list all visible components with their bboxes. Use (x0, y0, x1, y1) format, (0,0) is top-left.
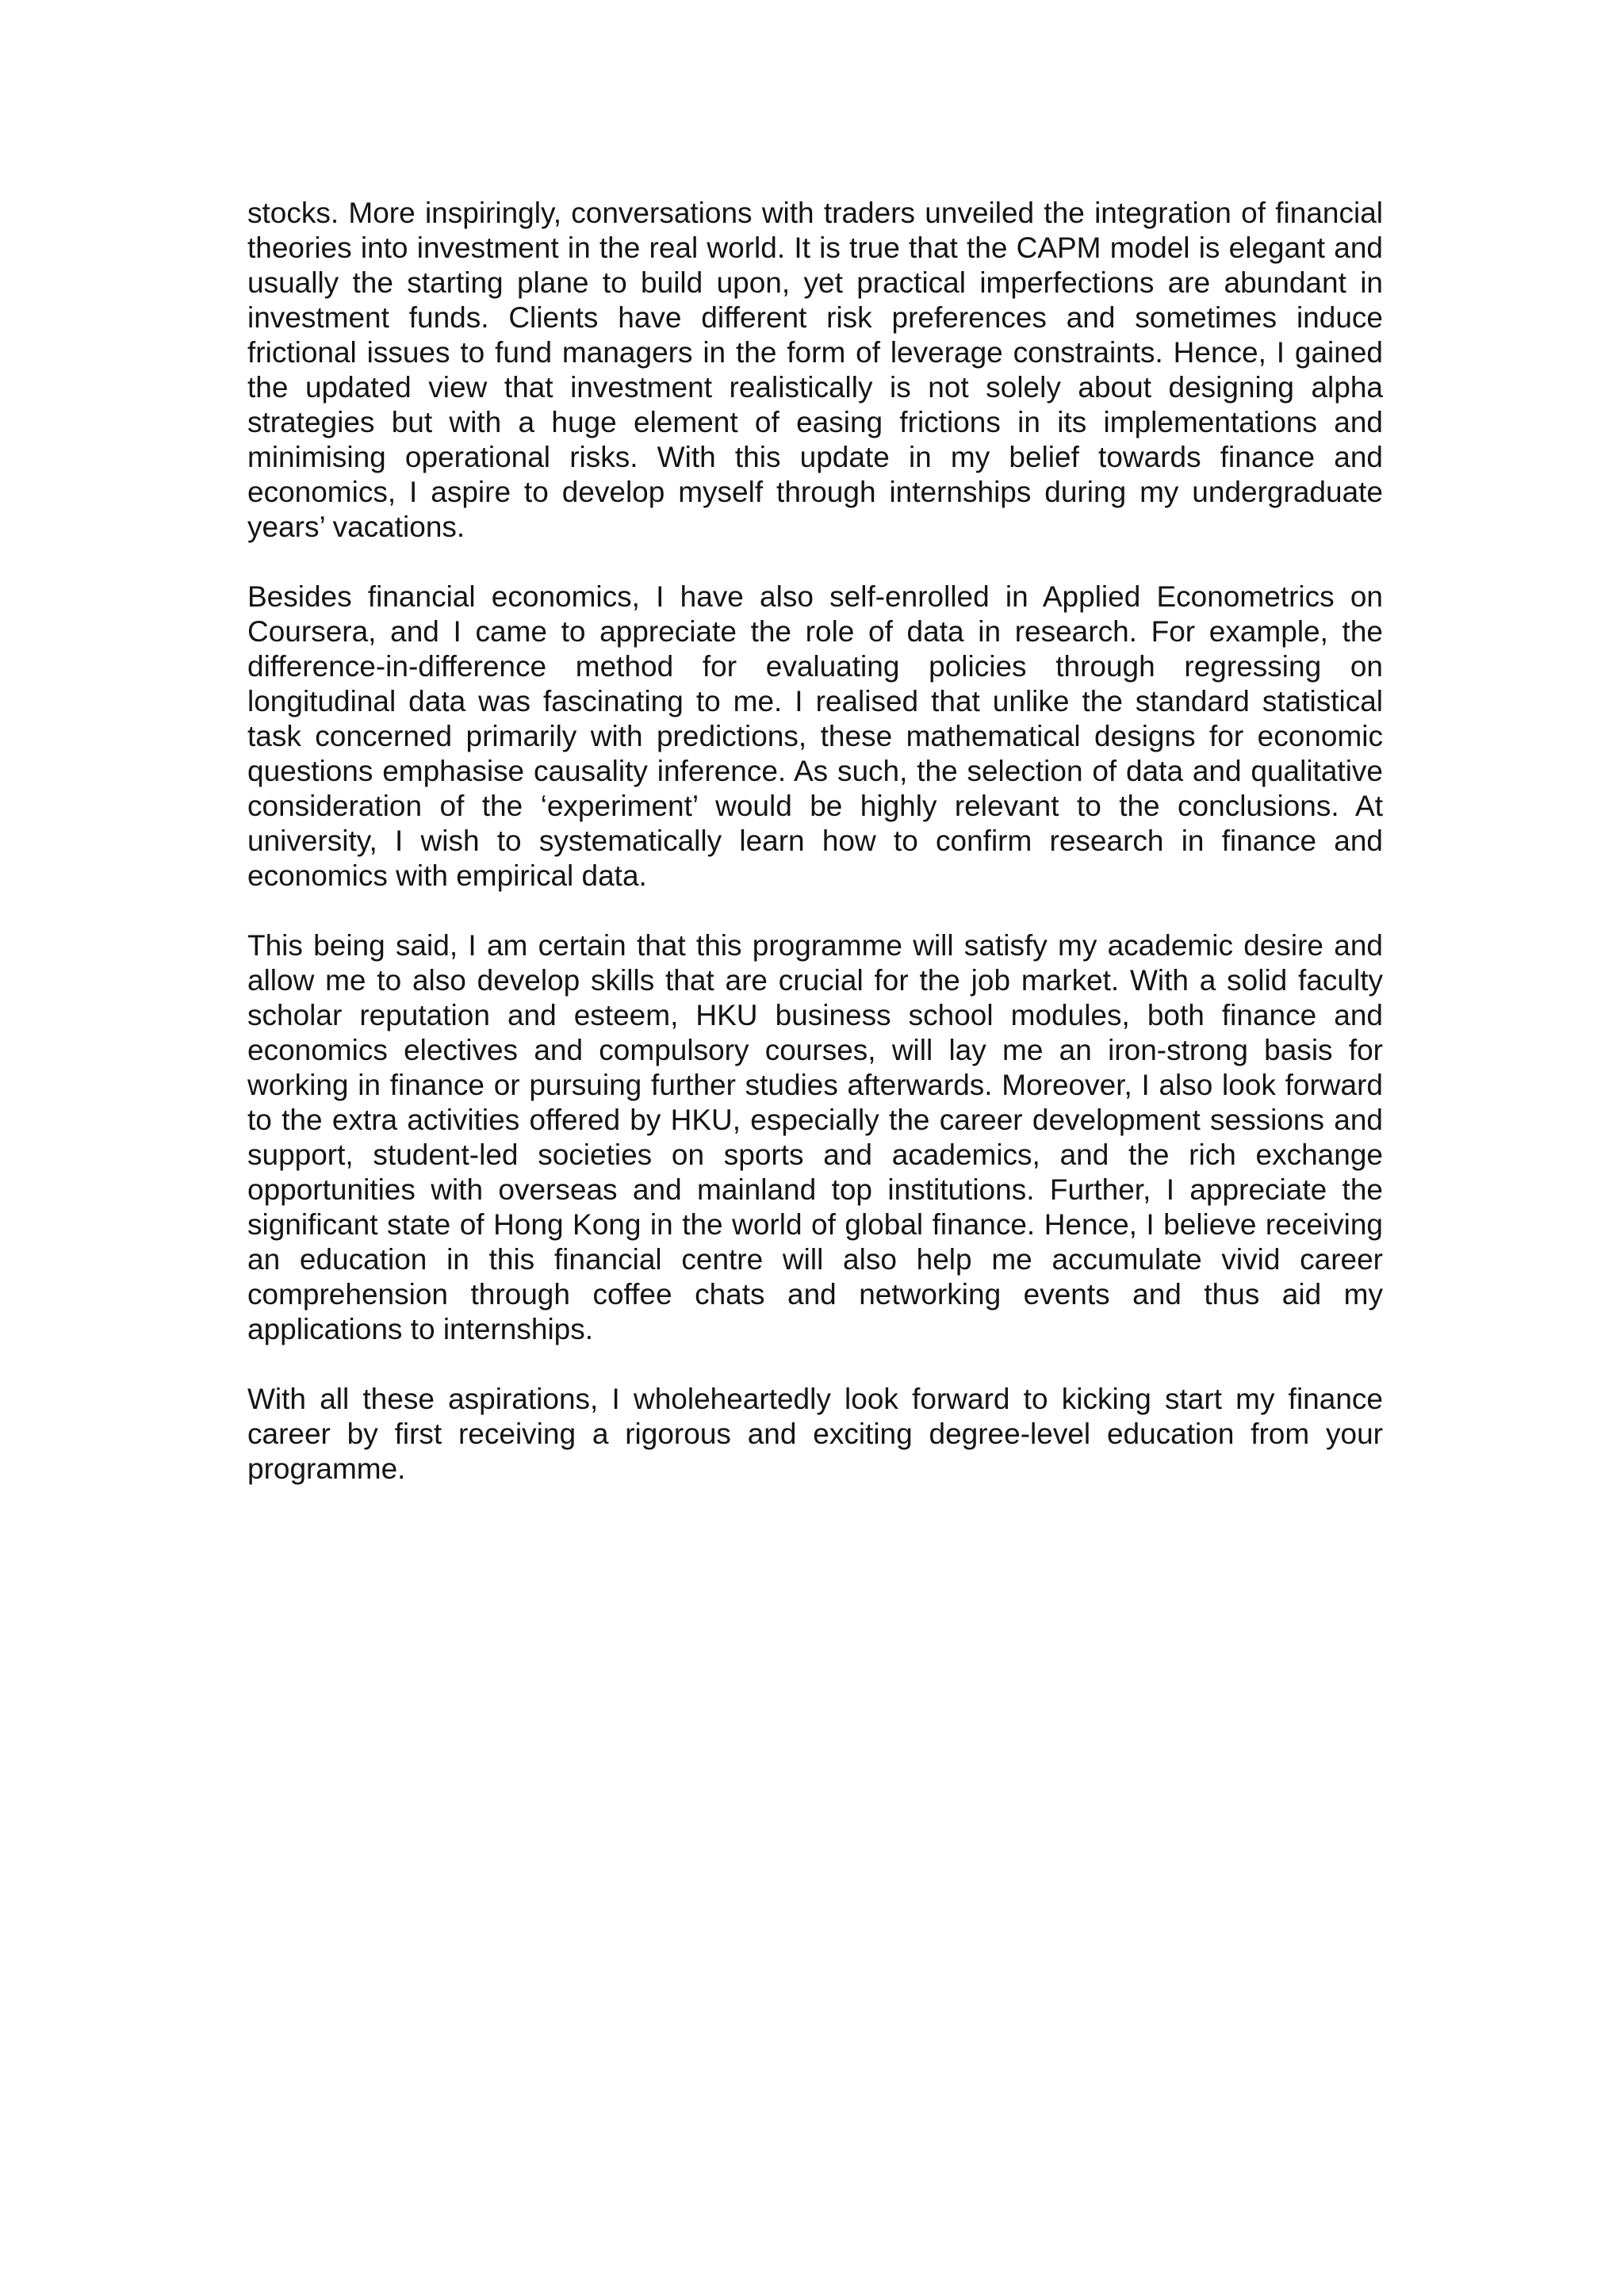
paragraph-programme-fit: This being said, I am certain that this programme will satisfy my academic desire and allow me to also develop skills that are crucial for the job market. With a solid faculty scholar reputation and esteem, HKU business school modules, both finance and economics electives and compulsory courses, will lay me an iron-strong basis for working in finance or pursuing further studies afterwards. Moreover, I also look forward to the extra activities offered by HKU, especially the career development sessions and support, student-led societies on sports and academics, and the rich exchange opportunities with overseas and mainland top institutions. Further, I appreciate the significant state of Hong Kong in the world of global finance. Hence, I believe receiving an education in this financial centre will also help me accumulate vivid career comprehension through coffee chats and networking events and thus aid my applications to internships. (247, 929, 1383, 1345)
paragraph-econometrics: Besides financial economics, I have also self-enrolled in Applied Econometrics on Coursera, and I came to appreciate the role of data in research. For example, the difference-in-difference method for evaluating policies through regressing on longitudinal data was fascinating to me. I realised that unlike the standard statistical task concerned primarily with predictions, these mathematical designs for economic questions emphasise causality inference. As such, the selection of data and qualitative consideration of the ‘experiment’ would be highly relevant to the conclusions. At university, I wish to systematically learn how to confirm research in finance and economics with empirical data. (247, 580, 1383, 892)
paragraph-internship-reflection: stocks. More inspiringly, conversations with traders unveiled the integration of financial theories into investment in the real world. It is true that the CAPM model is elegant and usually the starting plane to build upon, yet practical imperfections are abundant in investment funds. Clients have different risk preferences and sometimes induce frictional issues to fund managers in the form of leverage constraints. Hence, I gained the updated view that investment realistically is not solely about designing alpha strategies but with a huge element of easing frictions in its implementations and minimising operational risks. With this update in my belief towards finance and economics, I aspire to develop myself through internships during my undergraduate years’ vacations. (247, 197, 1383, 543)
paragraph-conclusion: With all these aspirations, I wholeheartedly look forward to kicking start my finance career by first receiving a rigorous and exciting degree-level education from your programme. (247, 1383, 1383, 1485)
document-body (247, 196, 1383, 1487)
